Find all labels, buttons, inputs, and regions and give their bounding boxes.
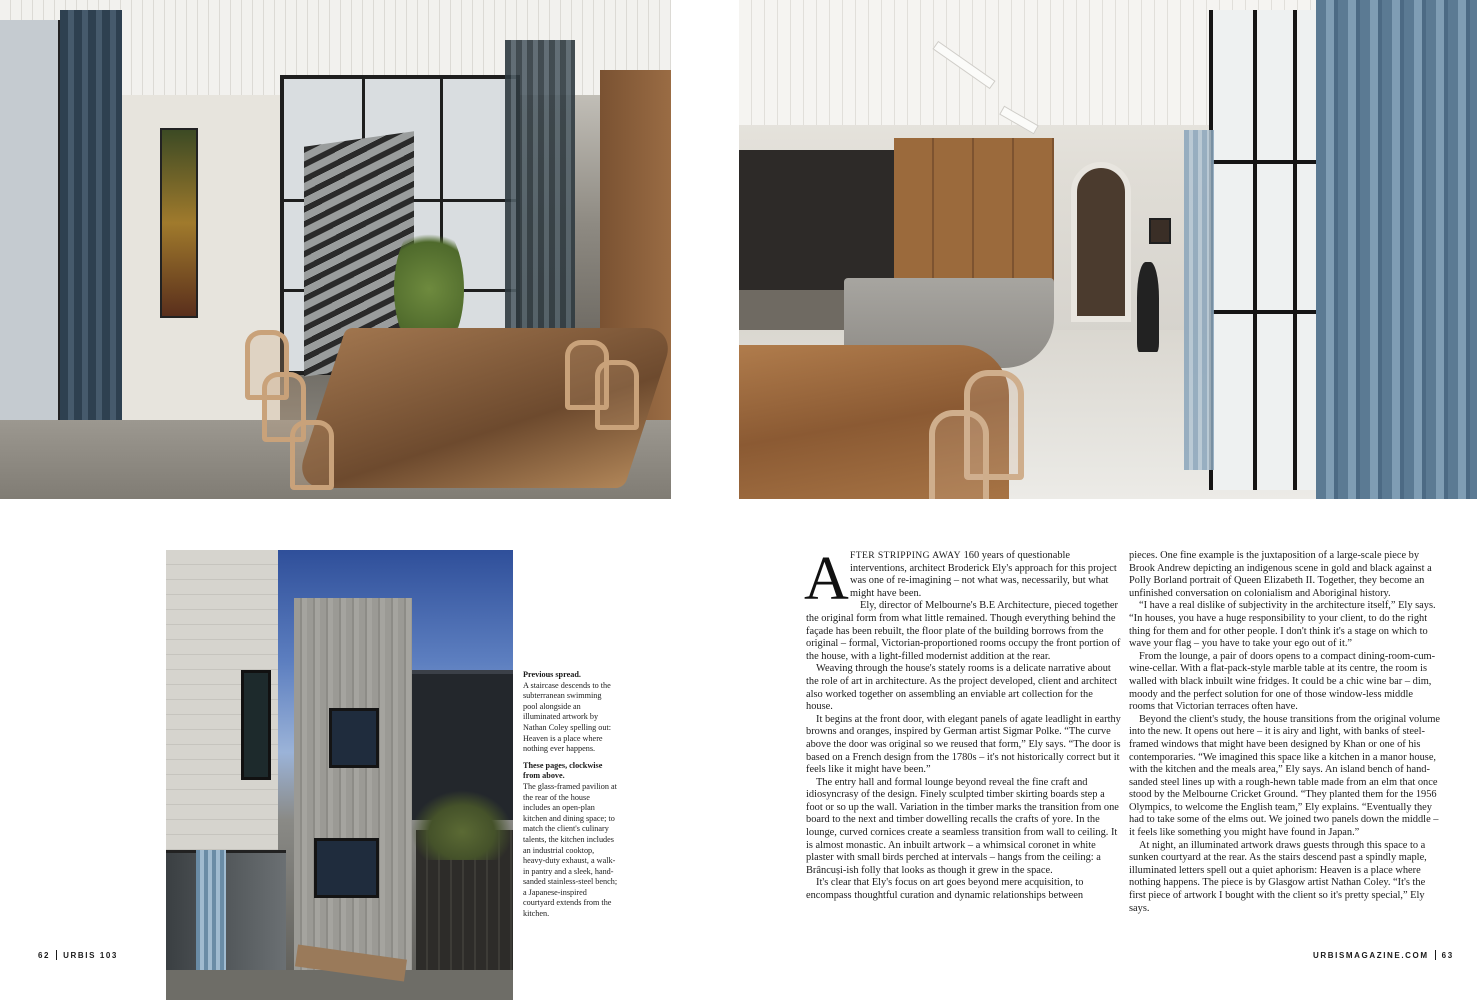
steel-window-left — [0, 20, 62, 480]
lead-in-caps: FTER STRIPPING AWAY — [850, 550, 961, 561]
page-number: 63 — [1441, 951, 1454, 960]
page-number: 62 — [38, 951, 51, 960]
steel-framed-windows — [1209, 10, 1329, 490]
wall-painting — [160, 128, 198, 318]
blue-curtain — [60, 10, 122, 480]
article-paragraph: Beyond the client's study, the house transitions from the original volume into the new. It opens out here – it is airy and light, with banks of steel-framed windows that might have been designed by Khan or one of his contemporaries. “We imagined this space like a kitchen in a manor house, with the kitchen and the meals area,” Ely says. An island bench of hand-sanded steel lines up with a rough-hewn table made from an elm that once stood by the Melbourne Cricket Ground. “They planted them for the 1956 Olympics, to welcome the English team,” Ely explains. “Eventually they had to take some of the elms out. We joined two panels down the middle – it feels like something you might have found in Japan.” — [1129, 713, 1441, 839]
article-paragraph — [804, 545, 1122, 613]
marble-backsplash — [739, 150, 899, 290]
magazine-website: URBISMAGAZINE.COM — [1313, 951, 1429, 960]
board-formed-concrete-volume — [294, 598, 412, 998]
article-paragraph: Ely, director of Melbourne's B.E Architecture, pieced together the original form from what little remained. Though everything behind the façade has been rebuilt, the floor plate of the building borrows from the original – formal, Victorian-proportioned rooms occupy the front portion of the house, with a light-filled modernist addition at the rear. — [806, 600, 1121, 662]
dining-chair — [290, 420, 334, 490]
caption-previous-spread — [523, 670, 618, 755]
caption-heading: Previous spread. — [523, 670, 581, 679]
article-paragraph: Weaving through the house's stately rooms is a delicate narrative about the role of art in architecture. As the project developed, client and architect also worked together on assembling an enviable art collection for the house. — [806, 663, 1118, 713]
garden-plants — [411, 790, 513, 860]
article-column-2 — [1129, 550, 1441, 915]
caption-these-pages — [523, 761, 618, 920]
window — [329, 708, 379, 768]
photo-kitchen — [739, 0, 1477, 499]
article-paragraph: It's clear that Ely's focus on art goes beyond mere acquisition, to encompass thoughtful curation and dynamic relationships between — [806, 877, 1084, 902]
article-paragraph: “I have a real dislike of subjectivity in the architecture itself,” Ely says. “In houses, you have a huge responsibility to your client, to do the right thing for them and for other people. I don't think it's a stage on which to wave your flag – you have to take your ego out of it.” — [1129, 600, 1436, 650]
article-paragraph: The entry hall and formal lounge beyond reveal the fine craft and idiosyncrasy of the design. Finely sculpted timber skirting boards step a foot or so up the wall. Variation in the timber marks the transition from one board to the next and timber dowelling recalls the crafts of yore. In the lounge, curved cornices create a seamless transition from wall to ceiling. It is almost monastic. An inbuilt artwork – a whimsical coronet in white plaster with small birds perched at intervals – hangs from the ceiling: a Brâncuși-ish folly that looks as though it grew in the space. — [806, 776, 1119, 876]
magazine-issue: URBIS 103 — [63, 951, 118, 960]
folio-divider — [56, 950, 57, 960]
photo-caption — [523, 670, 618, 926]
folio-divider — [1435, 950, 1436, 960]
sheer-curtain — [1184, 130, 1214, 470]
blue-curtain — [1316, 0, 1477, 499]
dining-chair — [929, 410, 989, 499]
article-paragraph: It begins at the front door, with elegant panels of agate leadlight in earthy browns and oranges, inspired by German artist Sigmar Polke. “The curve above the door was original so we reused that form,” Ely says. “The door is based on a French design from the 1780s – it's not historically correct but it feels like it might have been.” — [806, 713, 1121, 776]
article-paragraph: From the lounge, a pair of doors opens to a compact dining-room-cum-wine-cellar. With a flat-pack-style marble table at its centre, the room is walled with black inbuilt wine fridges. It could be a chic wine bar – dim, moody and the perfect solution for one of those window-less middle rooms that Victorian terraces often have. — [1129, 650, 1436, 713]
photo-courtyard-exterior — [166, 550, 513, 1000]
caption-text: The glass-framed pavilion at the rear of the house includes an open-plan kitchen and dining space; to match the client's culinary talents, the kitchen includes an industrial cooktop, heavy-duty exhaust, a walk-in pantry and a sleek, hand-sanded stainless-steel bench; a Japanese-inspired courtyard extends from the kitchen. — [523, 781, 618, 919]
caption-heading: These pages, clockwise from above. — [523, 760, 603, 781]
article-paragraph: At night, an illuminated artwork draws guests through this space to a sunken courtyard at the rear. As the stairs descend past a spindly maple, illuminated letters spell out a quiet aphorism: Heaven is a place where nothing happens. The piece is by Glasgow artist Nathan Coley. “It's the first piece of artwork I bought with the client so it's pretty special,” Ely says. — [1129, 839, 1427, 914]
article-paragraph: pieces. One fine example is the juxtaposition of a large-scale piece by Brook Andrew depicting an indigenous scene in gold and black against a Polly Borland portrait of Queen Elizabeth II. Together, they become an unfinished conversation on colonialism and Aboriginal history. — [1129, 550, 1432, 599]
courtyard-paving — [166, 970, 513, 1000]
window — [314, 838, 379, 898]
framed-artwork — [1149, 218, 1171, 244]
caption-text: A staircase descends to the subterranean swimming pool alongside an illuminated artwork by Nathan Coley spelling out: Heaven is a place where nothing ever happens. — [523, 680, 612, 754]
paragraph-text: 160 years of questionable interventions, architect Broderick Ely's approach for this project was one of re-imagining – not what was, necessarily, but what might have been. — [850, 550, 1117, 599]
arched-doorway — [1071, 162, 1131, 322]
drop-cap: A — [804, 545, 849, 613]
folio-left — [38, 950, 118, 960]
sculpture — [1137, 262, 1159, 352]
window — [241, 670, 271, 780]
dining-chair — [595, 360, 639, 430]
photo-dining-pavilion — [0, 0, 671, 499]
article-column-1 — [804, 545, 1122, 903]
folio-right — [1313, 950, 1454, 960]
